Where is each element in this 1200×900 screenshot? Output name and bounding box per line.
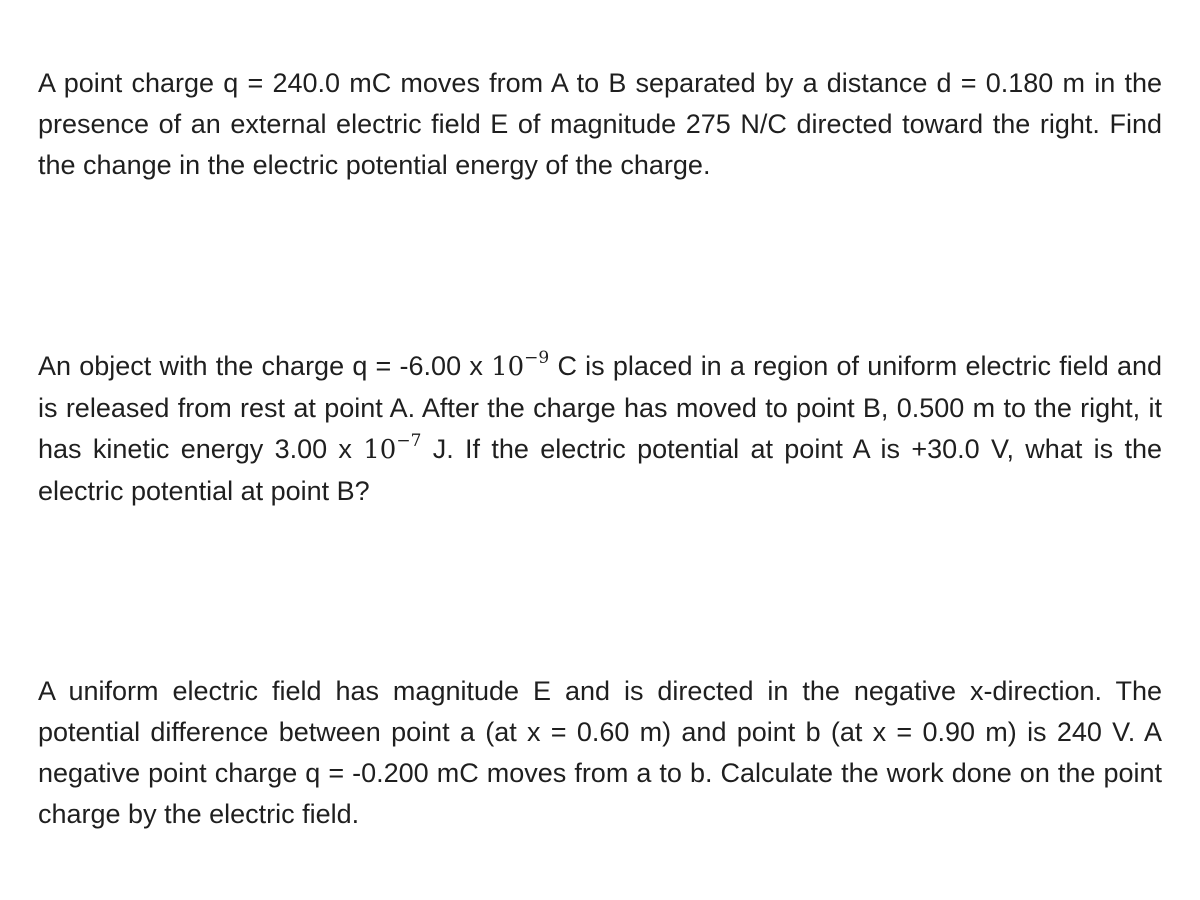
- problem-2-part-2: C is placed in a region of uniform electric field and is released from rest at point A. After the charge has moved to point B, 0.500 m to the right, it has kinetic energy 3.00 x: [38, 351, 1163, 464]
- charge-power-of-ten: [491, 348, 550, 382]
- energy-power-base: 10: [363, 435, 397, 465]
- energy-power-of-ten: [363, 431, 422, 465]
- energy-power-exponent: −7: [396, 431, 422, 452]
- problem-2-part-1: An object with the charge q = -6.00 x: [38, 351, 492, 381]
- problem-2-text: [38, 346, 1162, 512]
- problem-2-part-3: J. If the electric potential at point A is +30.0 V, what is the electric potential at point B?: [38, 434, 1162, 506]
- charge-power-base: 10: [491, 352, 525, 382]
- charge-power-exponent: −9: [524, 348, 550, 369]
- problem-1-text: A point charge q = 240.0 mC moves from A to B separated by a distance d = 0.180 m in the presence of an external electric field E of magnitude 275 N/C directed toward the right. Find the change in the electric potential energy of the charge.: [38, 68, 1162, 180]
- problem-3-text: A uniform electric field has magnitude E and is directed in the negative x-direction. The potential difference between point a (at x = 0.60 m) and point b (at x = 0.90 m) is 240 V. A negative point charge q = -0.200 mC moves from a to b. Calculate the work done on the point charge by the electric field.: [38, 676, 1162, 829]
